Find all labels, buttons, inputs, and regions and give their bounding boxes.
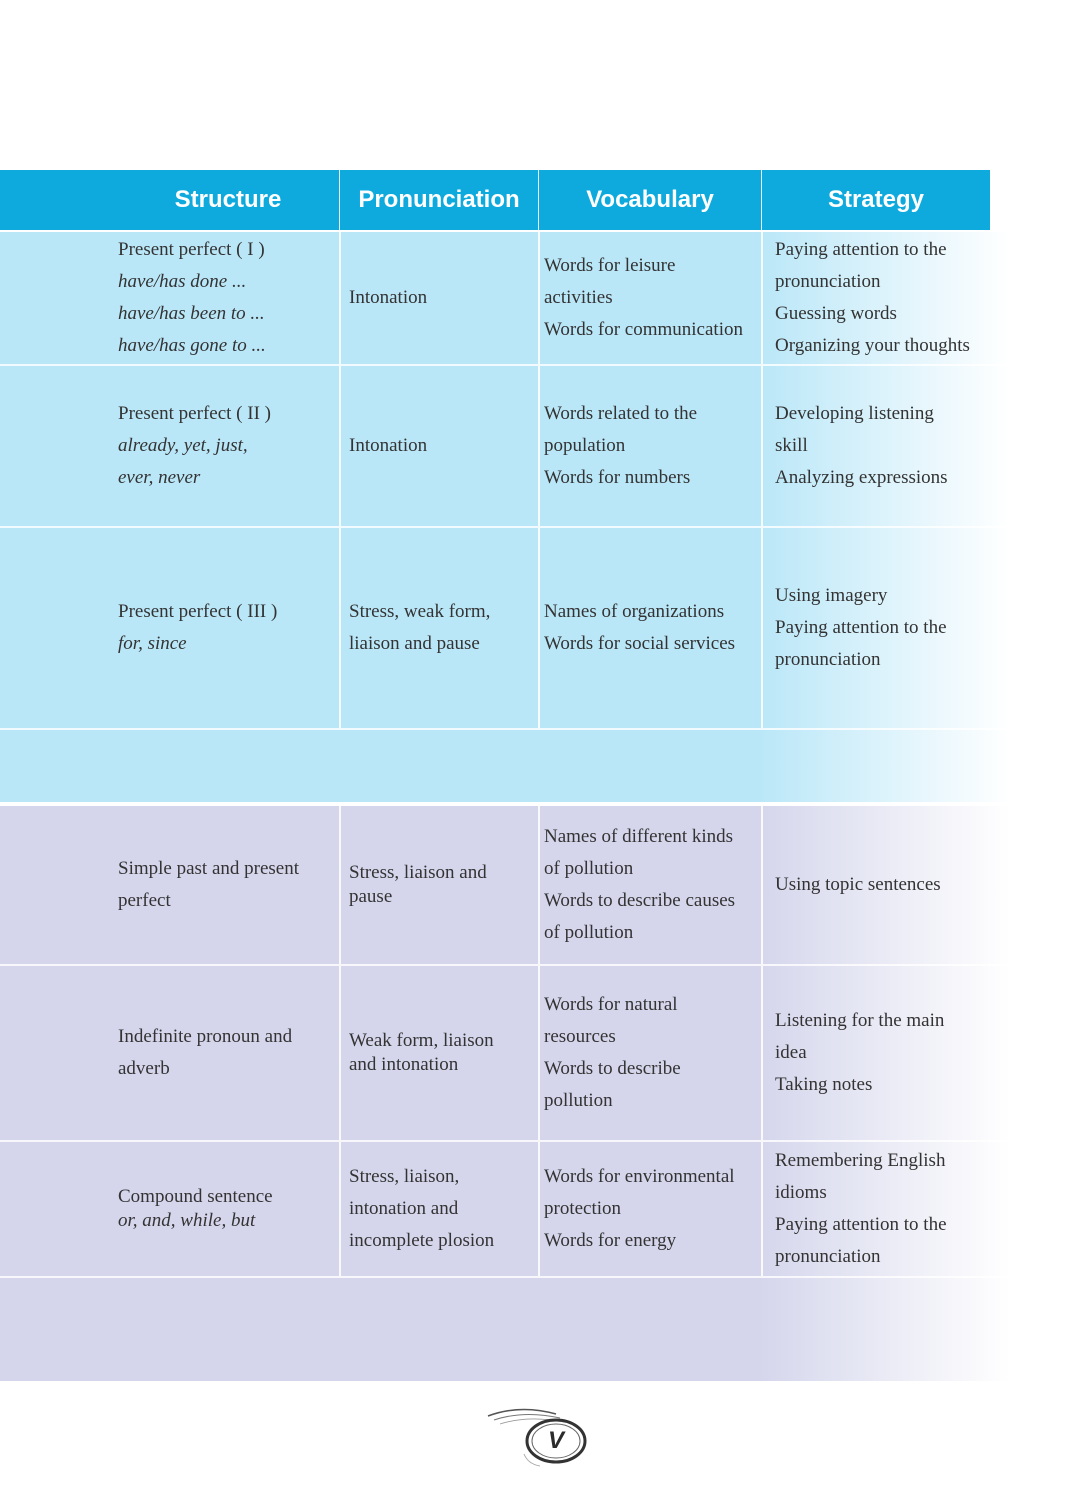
cell-line: Using topic sentences [775,874,941,895]
cell-line: Words for leisure [544,255,676,276]
cell-structure [0,528,340,728]
cell-line: or, and, while, but [118,1210,256,1231]
cell-line: pause [349,886,393,907]
cell-line: Simple past and present [118,858,299,879]
cell-line: Developing listening [775,403,934,424]
cell-line: protection [544,1198,622,1219]
cell-line: Guessing words [775,303,897,324]
cell-line: Words for energy [544,1230,677,1251]
cell-strategy [761,366,991,526]
cell-line: Present perfect ( I ) [118,239,265,260]
cell-vocabulary [538,528,762,728]
cell-line: idioms [775,1182,827,1203]
cell-structure [0,806,340,964]
cell-pronunciation [339,806,539,964]
cell-line: Paying attention to the [775,1214,947,1235]
table-header [0,170,990,230]
table-row [0,366,1010,528]
cell-line: Present perfect ( III ) [118,601,278,622]
cell-line: ever, never [118,467,201,488]
cell-vocabulary [538,966,762,1140]
cell-line: for, since [118,633,187,654]
cell-pronunciation [339,366,539,526]
cell-line: Present perfect ( II ) [118,403,271,424]
cell-structure [0,966,340,1140]
cell-line: Words to describe causes [544,890,736,911]
cell-line: of pollution [544,858,634,879]
cell-line: activities [544,287,613,308]
cell-line: perfect [118,890,171,911]
cell-vocabulary [538,232,762,364]
cell-line: Stress, weak form, [349,601,491,622]
header-structure-label: Structure [174,186,282,213]
cell-line: skill [775,435,808,456]
cell-pronunciation [339,1142,539,1276]
cell-vocabulary [538,1142,762,1276]
cell-line: Words for social services [544,633,736,654]
cell-line: Words for communication [544,319,743,340]
cell-line: pronunciation [775,271,881,292]
cell-pronunciation [339,232,539,364]
cell-line: Names of different kinds [544,826,734,847]
cell-line: pronunciation [775,1246,881,1267]
cell-vocabulary [538,366,762,526]
cell-line: Compound sentence [118,1186,273,1207]
cell-line: Words for natural [544,994,678,1015]
cell-line: Paying attention to the [775,617,947,638]
cell-line: Weak form, liaison [349,1030,494,1051]
cell-line: Listening for the main [775,1010,945,1031]
header-pronunciation: Pronunciation [340,170,539,230]
cell-strategy [761,806,991,964]
cell-pronunciation [339,528,539,728]
cell-structure [0,1142,340,1276]
cell-line: Using imagery [775,585,888,606]
page-number: V [547,1427,564,1454]
cell-line: liaison and pause [349,633,480,654]
cell-line: Stress, liaison and [349,862,487,883]
cell-line: population [544,435,626,456]
cell-line: Taking notes [775,1074,873,1095]
cell-strategy [761,966,991,1140]
cell-line: already, yet, just, [118,435,248,456]
cell-line: Words related to the [544,403,698,424]
table-row [0,1142,1010,1278]
cell-line: adverb [118,1058,170,1079]
cell-line: intonation and [349,1198,459,1219]
cell-line: and intonation [349,1054,459,1075]
cell-line: pronunciation [775,649,881,670]
cell-line: idea [775,1042,807,1063]
cell-line: Organizing your thoughts [775,335,970,356]
cell-structure [0,366,340,526]
cell-line: have/has been to ... [118,303,265,324]
cell-line: Analyzing expressions [775,467,948,488]
cell-line: have/has done ... [118,271,247,292]
cell-line: incomplete plosion [349,1230,495,1251]
cell-line: Indefinite pronoun and [118,1026,293,1047]
cell-line: Words for numbers [544,467,691,488]
cell-strategy [761,1142,991,1276]
cell-line: Intonation [349,287,428,308]
cell-line: Stress, liaison, [349,1166,460,1187]
cell-strategy [761,528,991,728]
header-strategy: Strategy [827,186,925,213]
cell-pronunciation [339,966,539,1140]
header-vocabulary: Vocabulary [539,170,762,230]
cell-line: have/has gone to ... [118,335,266,356]
cell-line: Intonation [349,435,428,456]
table-row [0,232,1010,366]
table-row [0,806,1010,966]
cell-strategy [761,232,991,364]
cell-line: pollution [544,1090,613,1111]
cell-line: resources [544,1026,616,1047]
header-structure [0,170,340,230]
cell-vocabulary [538,806,762,964]
cell-line: Words to describe [544,1058,681,1079]
cell-line: Remembering English [775,1150,946,1171]
cell-line: Words for environmental [544,1166,735,1187]
cell-line: of pollution [544,922,634,943]
cell-structure [0,232,340,364]
table-row [0,528,1010,730]
cell-line: Names of organizations [544,601,725,622]
cell-line: Paying attention to the [775,239,947,260]
table-row [0,966,1010,1142]
